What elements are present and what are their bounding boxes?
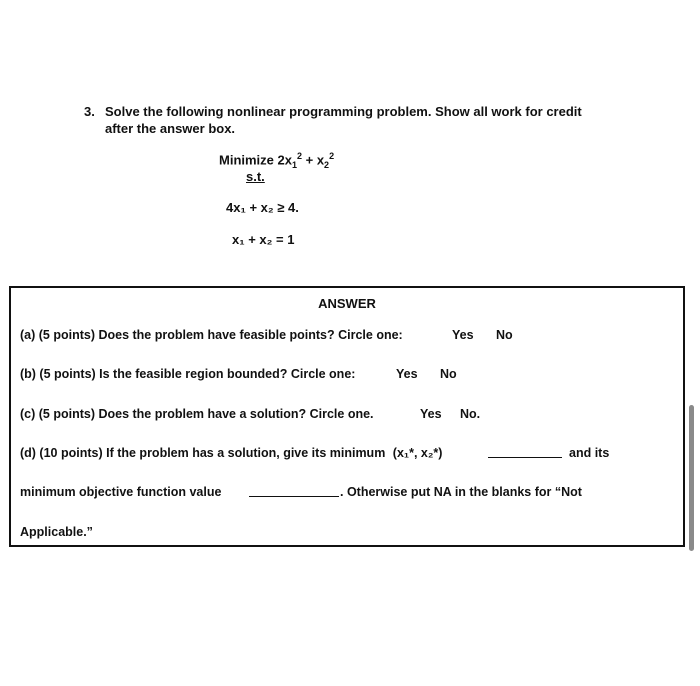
question-d-after: and its xyxy=(569,446,610,460)
question-text-line2: after the answer box. xyxy=(105,121,236,136)
answer-b-no[interactable]: No xyxy=(440,367,457,381)
answer-c-yes[interactable]: Yes xyxy=(420,407,442,421)
answer-a-yes[interactable]: Yes xyxy=(452,328,474,342)
answer-title: ANSWER xyxy=(318,296,376,311)
question-e: minimum objective function value xyxy=(20,485,222,499)
question-d-text: (d) (10 points) If the problem has a solution, give its minimum xyxy=(20,446,386,460)
objective-prefix: Minimize 2x xyxy=(219,152,292,168)
question-text-line1: Solve the following nonlinear programming problem. Show all work for credit xyxy=(105,104,582,119)
minimum-point-blank[interactable] xyxy=(488,446,562,458)
scrollbar[interactable] xyxy=(689,405,694,551)
question-number: 3. xyxy=(84,104,95,119)
question-b: (b) (5 points) Is the feasible region bounded? Circle one: xyxy=(20,367,356,381)
question-d xyxy=(20,446,442,460)
answer-b-yes[interactable]: Yes xyxy=(396,367,418,381)
constraint-2: x₁ + x₂ = 1 xyxy=(232,232,295,247)
question-a: (a) (5 points) Does the problem have feasible points? Circle one: xyxy=(20,328,403,342)
subject-to-label: s.t. xyxy=(246,169,265,184)
answer-box xyxy=(9,286,685,547)
objective-function: Minimize $2x_1^2 + x_2^2$ xyxy=(219,151,335,170)
constraint-1: 4x₁ + x₂ ≥ 4. xyxy=(226,200,299,215)
question-d-point: (x₁*, x₂*) xyxy=(392,446,443,460)
question-c: (c) (5 points) Does the problem have a solution? Circle one. xyxy=(20,407,374,421)
answer-c-no[interactable]: No. xyxy=(460,407,481,421)
answer-a-no[interactable]: No xyxy=(496,328,513,342)
question-f: Applicable.” xyxy=(20,525,93,539)
objective-value-blank[interactable] xyxy=(249,485,339,497)
question-e-after: . Otherwise put NA in the blanks for “Not xyxy=(340,485,582,499)
